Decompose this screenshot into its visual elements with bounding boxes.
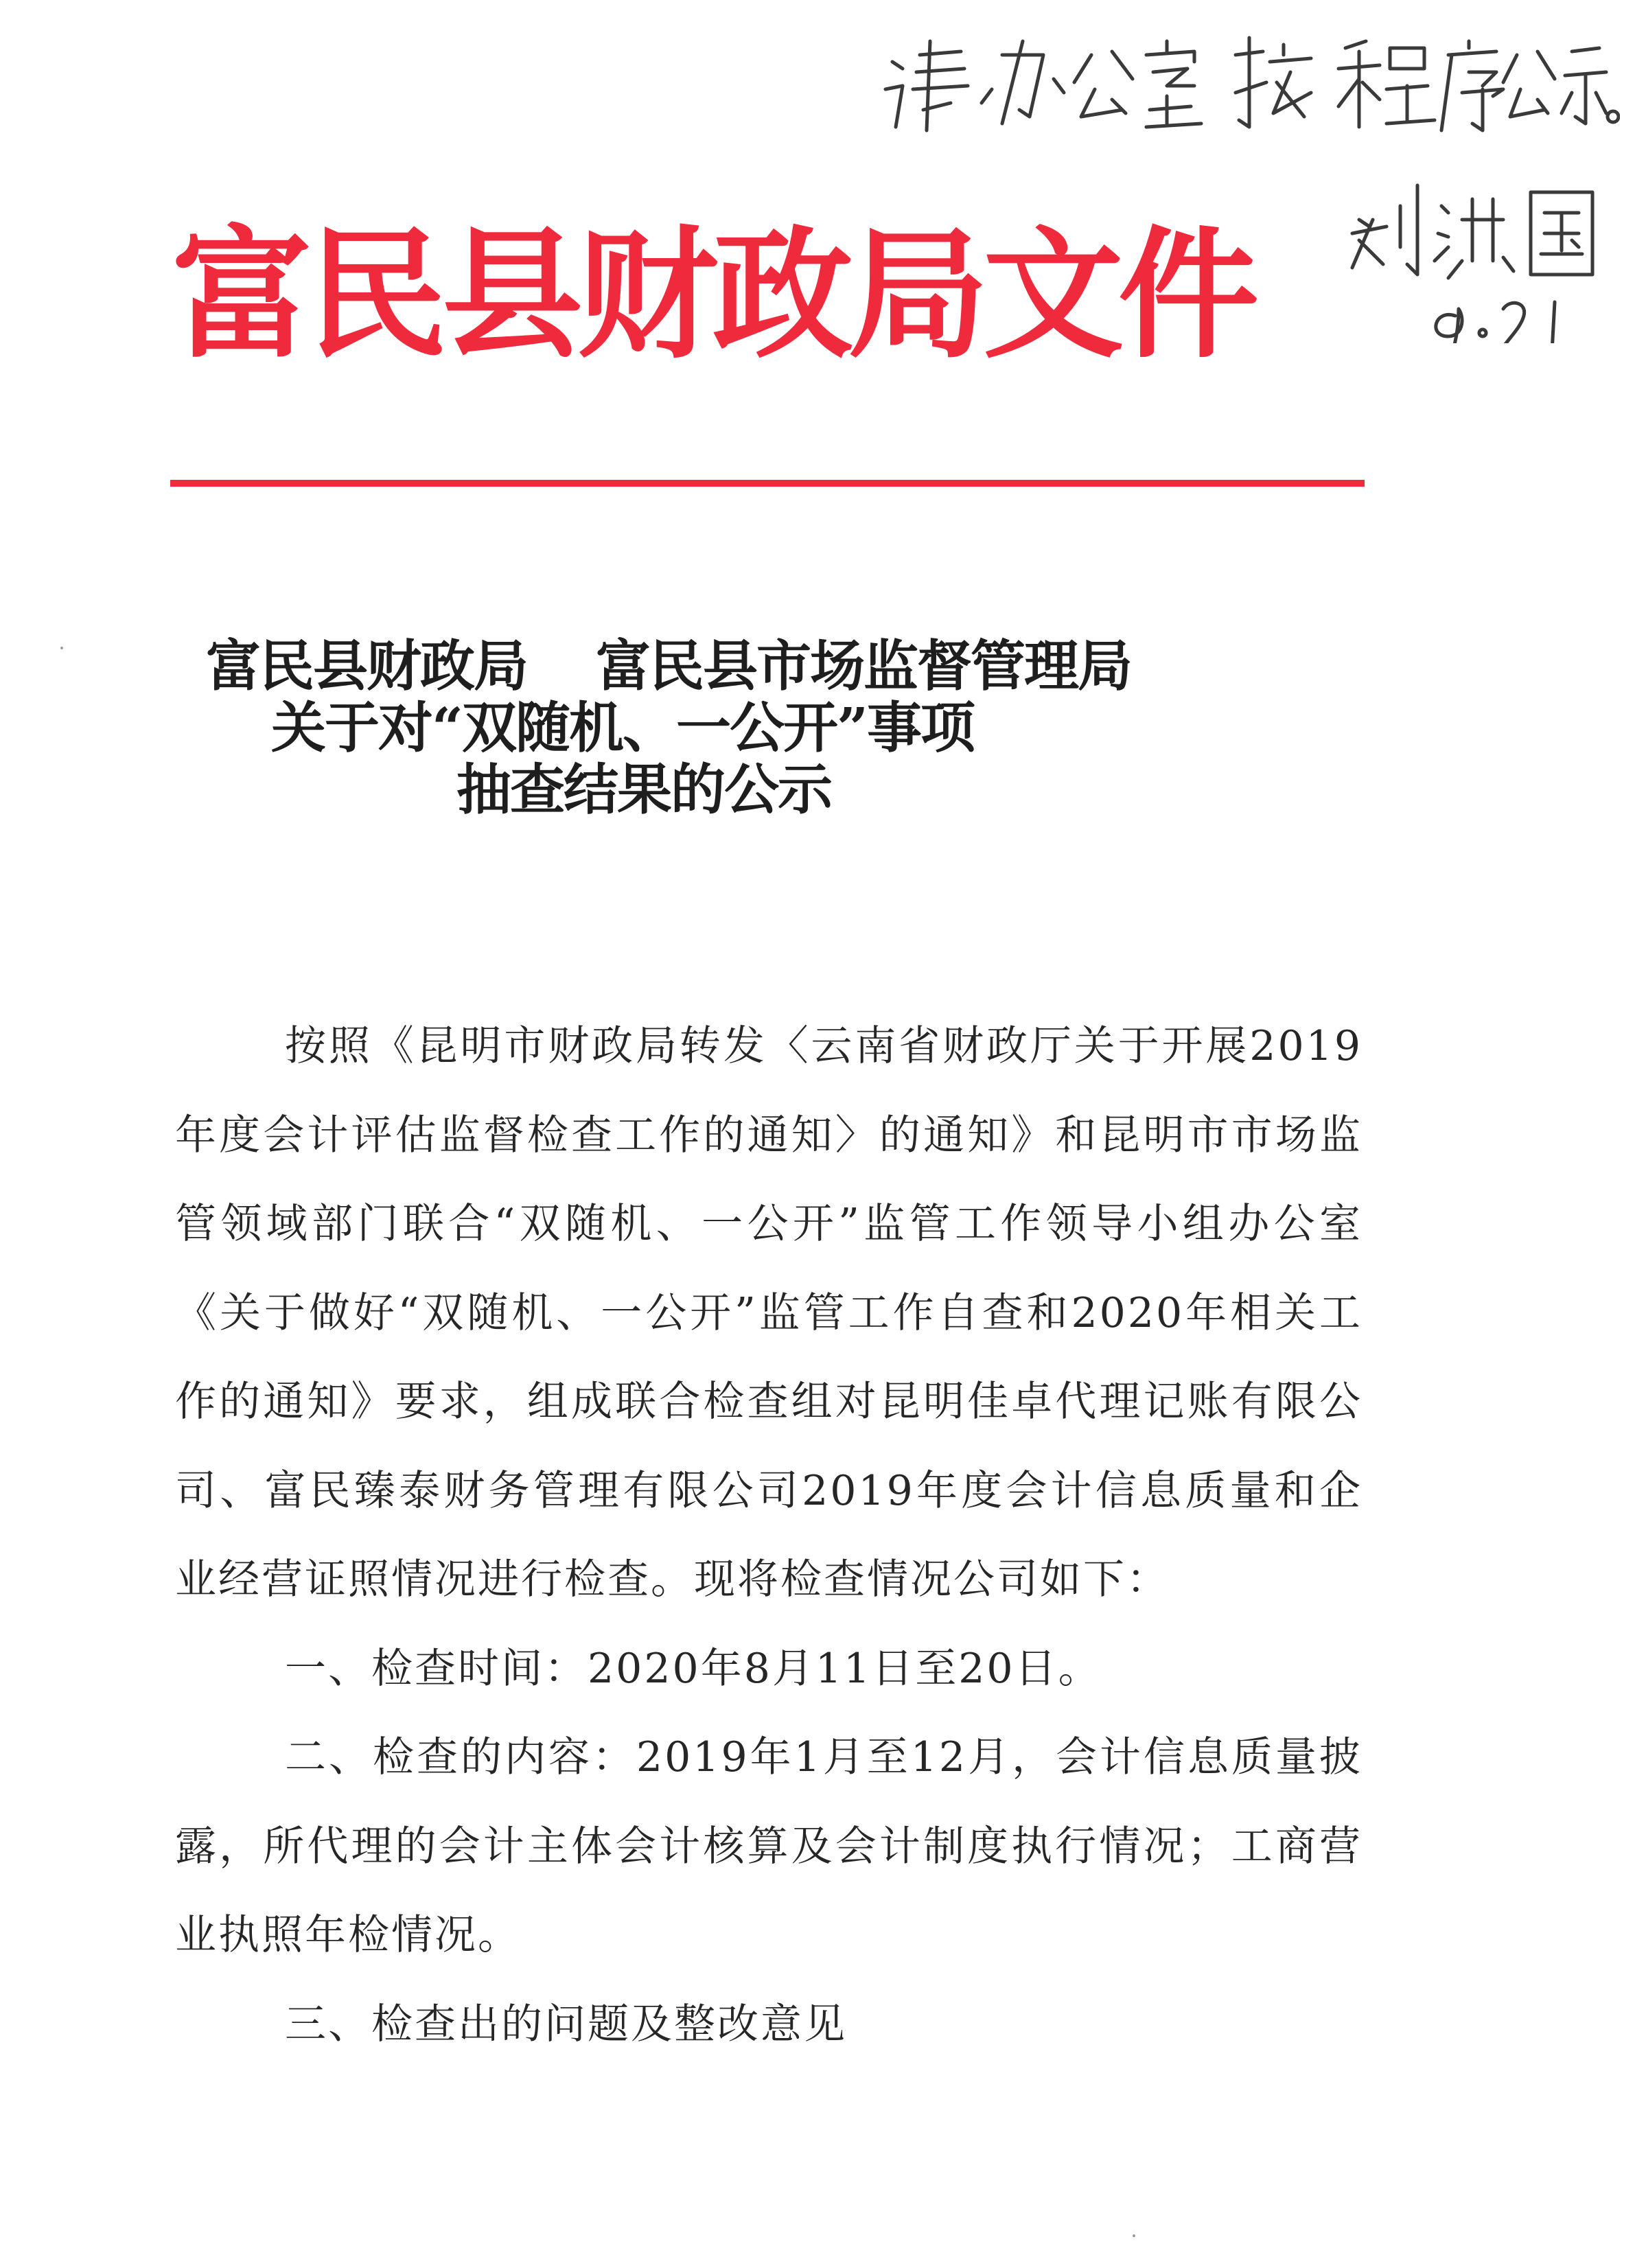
masthead-title: 富民县财政局文件	[172, 213, 1253, 378]
issuer-finance-bureau: 富民县财政局	[206, 634, 527, 698]
body-item-inspection-content: 二、检查的内容：2019年1月至12月，会计信息质量披露，所代理的会计主体会计核算及会计制度执行情况；工商营业执照年检情况。	[175, 1733, 1363, 1959]
scan-speck	[1133, 2234, 1135, 2237]
notice-title-line-3: 抽查结果的公示	[456, 757, 831, 822]
issuer-market-regulation-bureau: 富民县市场监督管理局	[596, 634, 1131, 698]
body-paragraph-intro: 按照《昆明市财政局转发〈云南省财政厅关于开展2019年度会计评估监督检查工作的通知〉的通知》和昆明市市场监管领域部门联合“双随机、一公开”监管工作领导小组办公室《关于做好“双随机、一公开”监管工作自查和2020年相关工作的通知》要求，组成联合检查组对昆明佳卓代理记账有限公司、富民臻泰财务管理有限公司2019年度会计信息质量和企业经营证照情况进行检查。现将检查情况公司如下：	[175, 1022, 1363, 1604]
notice-body	[175, 1002, 1363, 2069]
scan-speck	[60, 647, 63, 649]
masthead-divider	[170, 480, 1365, 487]
body-item-inspection-time: 一、检查时间：2020年8月11日至20日。	[285, 1644, 1102, 1693]
body-item-issues-and-rectification: 三、检查出的问题及整改意见	[285, 2000, 847, 2048]
notice-title-line-1	[206, 632, 1131, 700]
notice-title-line-2: 关于对“双随机、一公开”事项	[271, 695, 975, 760]
